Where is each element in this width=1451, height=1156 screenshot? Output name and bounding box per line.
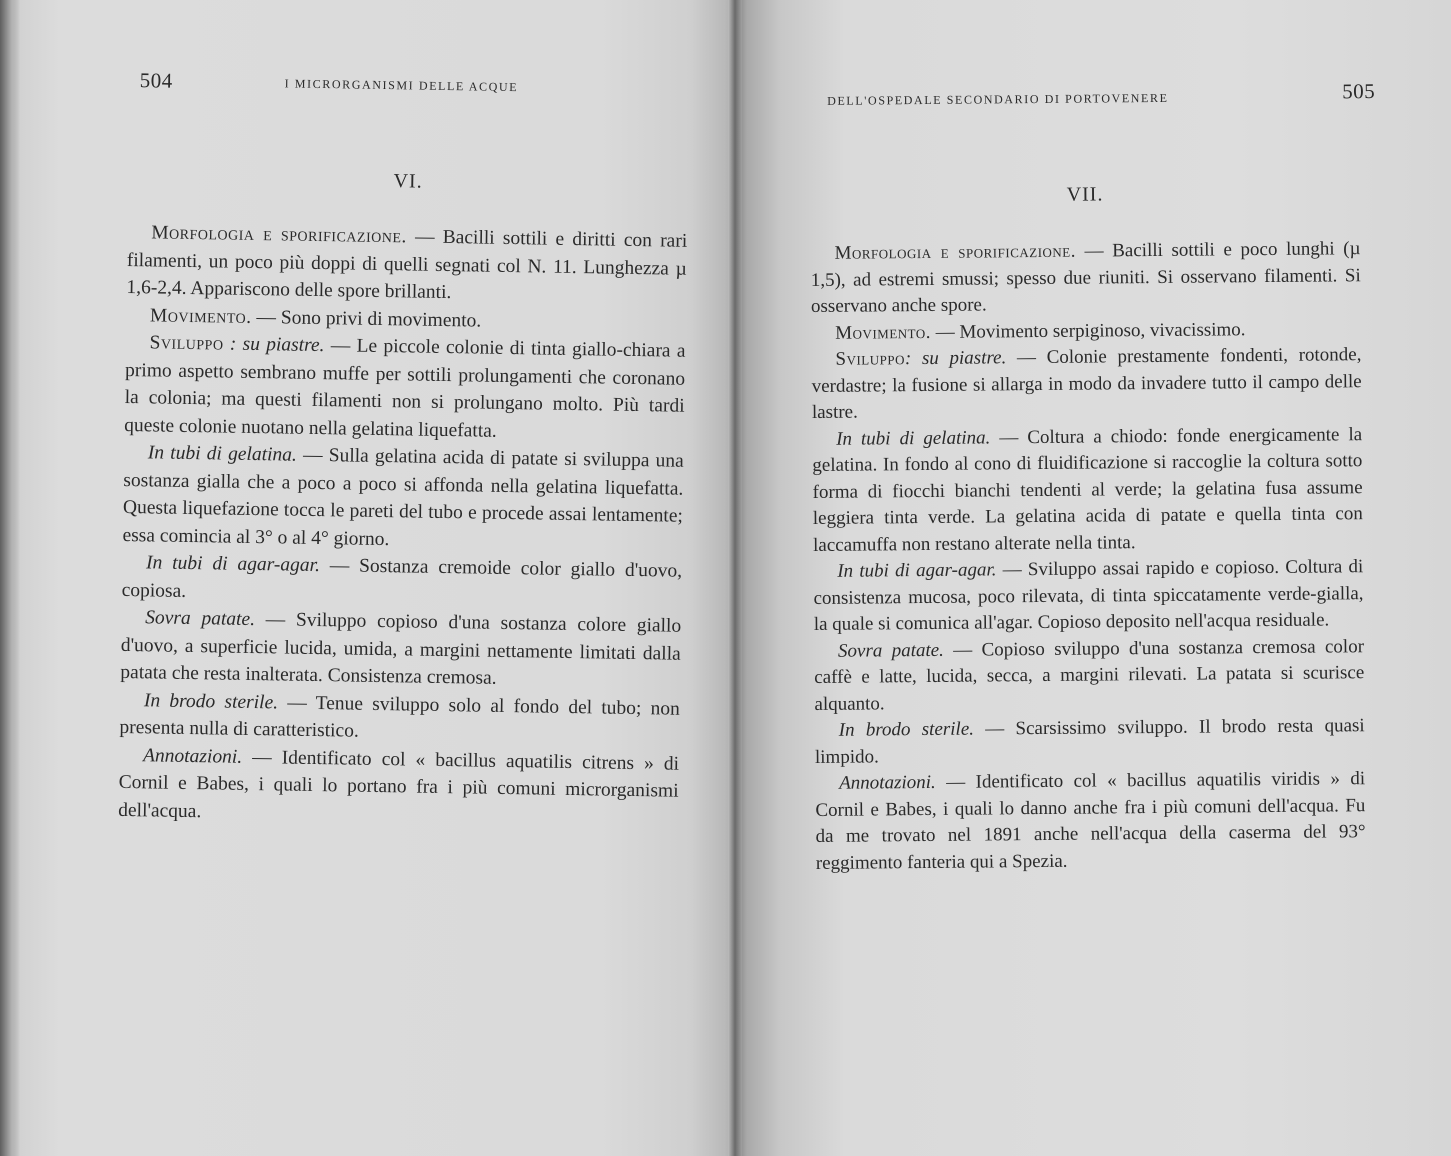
- left-running-title: I MICRORGANISMI DELLE ACQUE: [284, 76, 519, 95]
- paragraph-lead: In tubi di agar-agar.: [837, 559, 997, 582]
- paragraph-text: — Bacilli sottili e diritti con rari filamenti, un poco più doppi di quelli segnati col N. 11. Lunghezza µ 1,6-2,4. Appariscono delle spore brillanti.: [126, 226, 688, 304]
- book-gutter: [728, 0, 742, 1156]
- paragraph-sviluppo: [811, 342, 1362, 426]
- paragraph-text: — Colonie prestamente fondenti, rotonde, verdastre; la fusione si allarga in modo da invadere tutto il campo delle lastre.: [811, 344, 1362, 423]
- paragraph-lead: In tubi di gelatina.: [147, 442, 298, 466]
- paragraph-lead: Annotazioni.: [142, 744, 243, 768]
- paragraph-lead: Morfologia e sporificazione.: [834, 240, 1077, 264]
- page-edge-shadow: [0, 0, 20, 1156]
- paragraph-brodo: [119, 686, 680, 750]
- paragraph-annotazioni: [118, 741, 679, 832]
- right-running-head: [809, 73, 1376, 118]
- paragraph-lead: In brodo sterile.: [143, 689, 279, 713]
- paragraph-text: — Sviluppo copioso d'una sostanza colore giallo d'uovo, a superficie lucida, umida, a margini nettamente limitati dalla patata che resta inalterata. Consistenza cremosa.: [120, 609, 682, 689]
- paragraph-text: — Copioso sviluppo d'una sostanza cremosa color caffè e latte, lucida, secca, a margini rilevati. La patata si scurisce alquanto.: [814, 635, 1365, 715]
- left-section-number: VI.: [393, 170, 423, 193]
- paragraph-patate: [120, 604, 681, 695]
- right-section-number: VII.: [1066, 183, 1104, 206]
- paragraph-text: — Scarsissimo sviluppo. Il brodo resta quasi limpido.: [814, 715, 1365, 768]
- paragraph-morfologia: [810, 236, 1361, 320]
- left-running-head: [129, 60, 690, 109]
- right-page: [735, 0, 1451, 1156]
- paragraph-sublead: : su piastre.: [223, 333, 325, 357]
- paragraph-text: — Tenue sviluppo solo al fondo del tubo; non presenta nulla di caratteristico.: [119, 691, 681, 742]
- paragraph-text: — Coltura a chiodo: fonde energicamente la gelatina. In fondo al cono di fluidificazione si raccoglie la coltura sotto forma di fiocchi bianchi tendenti al verde; la gelatina fusa assume leggiera tinta verde. La gelatina acida di patate e quella tinta con laccamuffa non restano alterate nella tinta.: [812, 423, 1363, 556]
- right-page-number: 505: [1342, 79, 1376, 104]
- paragraph-patate: [814, 634, 1365, 718]
- paragraph-agar: [121, 549, 682, 613]
- paragraph-lead: Sviluppo: [149, 332, 224, 355]
- paragraph-text: — Identificato col « bacillus aquatilis viridis » di Cornil e Babes, i quali lo danno anche fra i più comuni dell'acqua. Fu da me trovato nel 1891 anche nell'acqua della caserma del 93° reggimento fanteria qui a Spezia.: [815, 768, 1366, 874]
- paragraph-lead: Annotazioni.: [839, 771, 936, 794]
- paragraph-text: — Bacilli sottili e poco lunghi (µ 1,5), ad estremi smussi; spesso due riuniti. Si osservano filamenti. Si osservano anche spore.: [810, 238, 1361, 317]
- paragraph-text: — Sulla gelatina acida di patate si sviluppa una sostanza gialla che a poco a poco si affonda nella gelatina liquefatta. Questa liquefazione tocca le pareti del tubo e procede assai lentamente; essa comincia al 3° o al 4° giorno.: [122, 444, 684, 550]
- paragraph-text: — Sono privi di movimento.: [251, 306, 482, 332]
- paragraph-text: — Le piccole colonie di tinta giallo-chiara a primo aspetto sembrano muffe per sottili prolungamenti che coronano la colonia; ma questi filamenti non si prolungano molto. Più tardi queste colonie nuotano nella gelatina liquefatta.: [124, 335, 686, 442]
- paragraph-lead: Sviluppo: [835, 348, 906, 370]
- paragraph-lead: In tubi di agar-agar.: [145, 552, 321, 577]
- right-running-title: DELL'OSPEDALE SECONDARIO DI PORTOVENERE: [827, 90, 1169, 108]
- paragraph-lead: Sovra patate.: [837, 639, 944, 662]
- paragraph-gelatina: [812, 422, 1363, 559]
- paragraph-annotazioni: [815, 766, 1366, 877]
- left-page-number: 504: [139, 68, 173, 93]
- paragraph-sublead: : su piastre.: [904, 347, 1007, 370]
- paragraph-lead: Movimento.: [149, 304, 252, 328]
- paragraph-morfologia: [126, 219, 687, 310]
- paragraph-text: — Sostanza cremoide color giallo d'uovo, copiosa.: [121, 555, 683, 602]
- paragraph-lead: Morfologia e sporificazione.: [151, 222, 408, 248]
- paragraph-sviluppo: [124, 329, 686, 448]
- paragraph-text: — Movimento serpiginoso, vivacissimo.: [930, 318, 1246, 343]
- paragraph-brodo: [815, 713, 1365, 771]
- paragraph-lead: Sovra patate.: [145, 607, 256, 631]
- paragraph-lead: In tubi di gelatina.: [836, 426, 991, 450]
- paragraph-gelatina: [122, 439, 684, 558]
- paragraph-text: — Sviluppo assai rapido e copioso. Coltura di consistenza mucosa, poco rilevata, di tinta spiccatamente verde-gialla, la quale si comunica all'agar. Copioso deposito nell'acqua residuale.: [813, 556, 1364, 635]
- paragraph-text: — Identificato col « bacillus aquatilis citrens » di Cornil e Babes, i quali lo portano fra i più comuni microrganismi dell'acqua.: [118, 746, 680, 822]
- left-text-block: [118, 60, 690, 833]
- paragraph-agar: [813, 554, 1364, 638]
- right-text-block: [809, 73, 1376, 877]
- paragraph-lead: In brodo sterile.: [838, 718, 975, 741]
- paragraph-lead: Movimento.: [835, 321, 932, 344]
